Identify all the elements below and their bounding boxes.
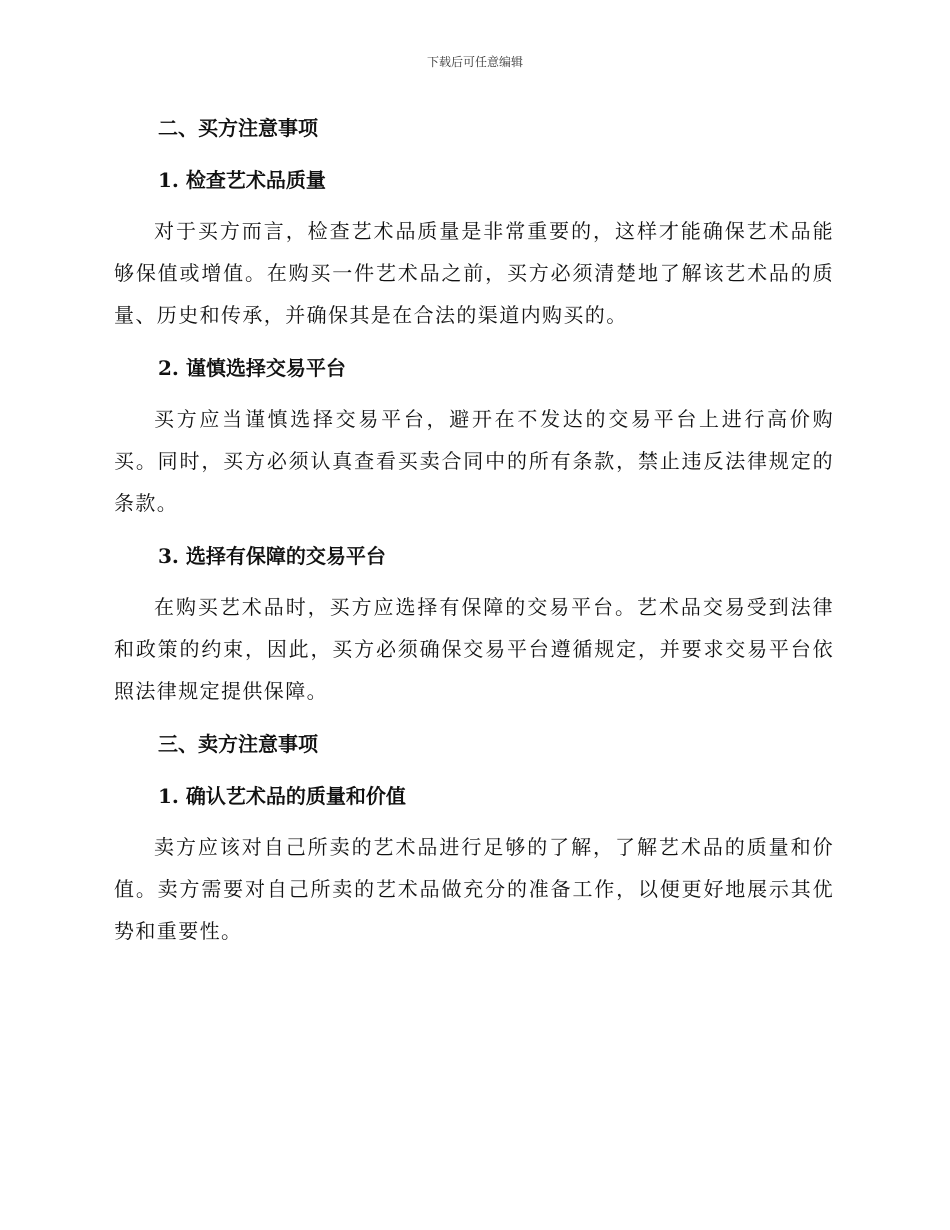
paragraph-check-quality: 对于买方而言，检查艺术品质量是非常重要的，这样才能确保艺术品能够保值或增值。在购买一件艺术品之前，买方必须清楚地了解该艺术品的质量、历史和传承，并确保其是在合法的渠道内购买的。 <box>114 219 834 327</box>
section-heading-seller: 三、卖方注意事项 <box>158 732 318 756</box>
document-body <box>114 108 834 964</box>
paragraph-confirm-value: 卖方应该对自己所卖的艺术品进行足够的了解，了解艺术品的质量和价值。卖方需要对自己所卖的艺术品做充分的准备工作，以便更好地展示其优势和重要性。 <box>114 835 834 943</box>
paragraph-choose-platform: 买方应当谨慎选择交易平台，避开在不发达的交易平台上进行高价购买。同时，买方必须认真查看买卖合同中的所有条款，禁止违反法律规定的条款。 <box>114 407 834 515</box>
page-header-note: 下载后可任意编辑 <box>426 55 523 69</box>
subheading-check-quality: 1. 检查艺术品质量 <box>158 168 326 192</box>
paragraph-secure-platform: 在购买艺术品时，买方应选择有保障的交易平台。艺术品交易受到法律和政策的约束，因此，买方必须确保交易平台遵循规定，并要求交易平台依照法律规定提供保障。 <box>114 595 834 703</box>
section-heading-buyer: 二、买方注意事项 <box>158 116 318 140</box>
subheading-confirm-value: 1. 确认艺术品的质量和价值 <box>158 784 406 808</box>
subheading-choose-platform: 2. 谨慎选择交易平台 <box>158 356 346 380</box>
subheading-secure-platform: 3. 选择有保障的交易平台 <box>158 544 386 568</box>
